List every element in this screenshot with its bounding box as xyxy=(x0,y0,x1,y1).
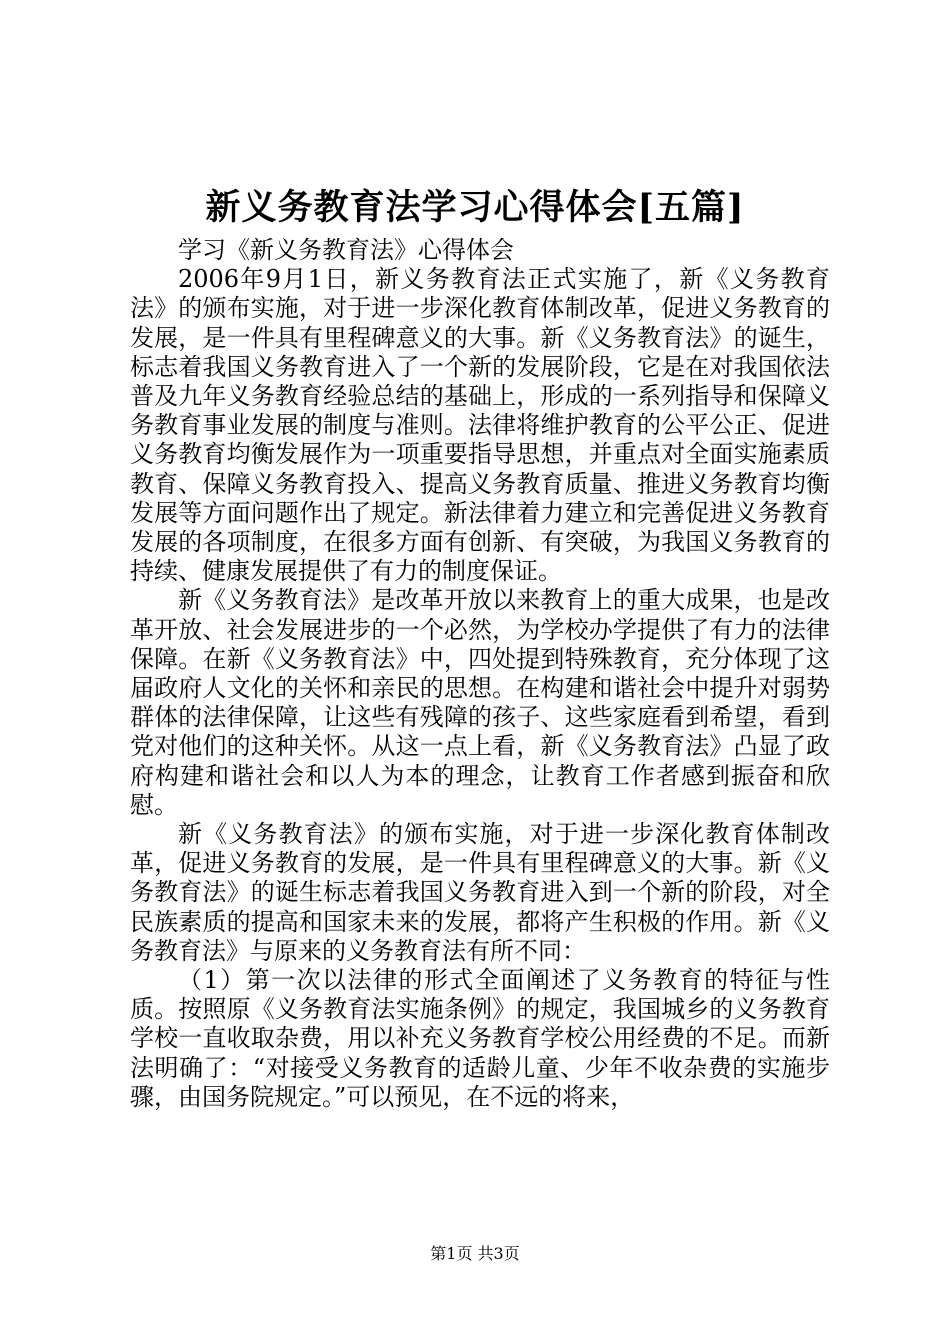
page-footer xyxy=(0,1244,950,1264)
paragraph-2: 新《义务教育法》是改革开放以来教育上的重大成果，也是改革开放、社会发展进步的一个必然，为学校办学提供了有力的法律保障。在新《义务教育法》中，四处提到特殊教育，充分体现了这届政府人文化的关怀和亲民的思想。在构建和谐社会中提升对弱势群体的法律保障，让这些有残障的孩子、这些家庭看到希望，看到党对他们的这种关怀。从这一点上看，新《义务教育法》凸显了政府构建和谐社会和以人为本的理念，让教育工作者感到振奋和欣慰。 xyxy=(130,586,830,819)
paragraph-4: （1）第一次以法律的形式全面阐述了义务教育的特征与性质。按照原《义务教育法实施条例》的规定，我国城乡的义务教育学校一直收取杂费，用以补充义务教育学校公用经费的不足。而新法明确了：“对接受义务教育的适龄儿童、少年不收杂费的实施步骤，由国务院规定。”可以预见，在不远的将来， xyxy=(130,966,830,1111)
document-subtitle: 学习《新义务教育法》心得体会 xyxy=(178,236,514,264)
document-body xyxy=(130,236,830,1112)
document-title: 新义务教育法学习心得体会[五篇] xyxy=(205,187,745,228)
page-number: 第1页 共3页 xyxy=(430,1244,520,1263)
paragraph-3: 新《义务教育法》的颁布实施，对于进一步深化教育体制改革，促进义务教育的发展，是一件具有里程碑意义的大事。新《义务教育法》的诞生标志着我国义务教育进入到一个新的阶段，对全民族素质的提高和国家未来的发展，都将产生积极的作用。新《义务教育法》与原来的义务教育法有所不同： xyxy=(130,820,830,965)
paragraph-1: 2006年9月1日，新义务教育法正式实施了，新《义务教育法》的颁布实施，对于进一步深化教育体制改革，促进义务教育的发展，是一件具有里程碑意义的大事。新《义务教育法》的诞生，标志着我国义务教育进入了一个新的发展阶段，它是在对我国依法普及九年义务教育经验总结的基础上，形成的一系列指导和保障义务教育事业发展的制度与准则。法律将维护教育的公平公正、促进义务教育均衡发展作为一项重要指导思想，并重点对全面实施素质教育、保障义务教育投入、提高义务教育质量、推进义务教育均衡发展等方面问题作出了规定。新法律着力建立和完善促进义务教育发展的各项制度，在很多方面有创新、有突破，为我国义务教育的持续、健康发展提供了有力的制度保证。 xyxy=(130,265,830,586)
